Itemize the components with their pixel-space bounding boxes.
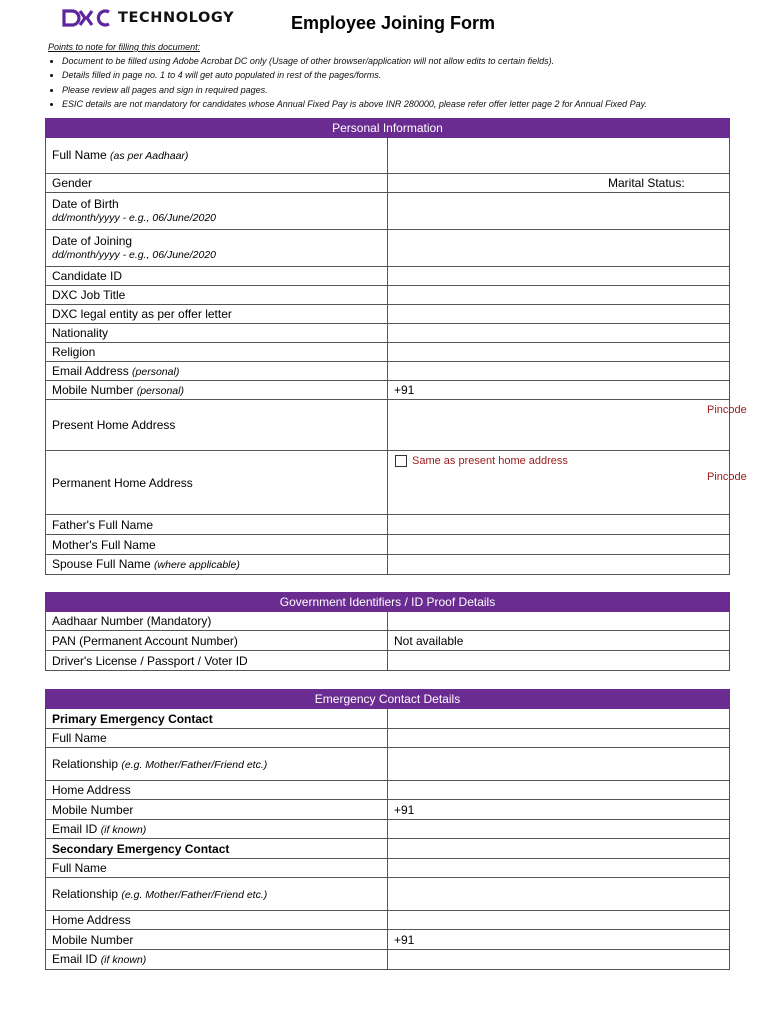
license-field[interactable] [388,651,730,671]
primary-mobile-field[interactable] [388,800,730,820]
label-note: (if known) [100,823,147,836]
mother-name-field[interactable] [388,535,730,555]
aadhaar-field[interactable] [388,612,730,631]
notes-section [48,42,647,111]
label-text: Date of Joining [52,234,133,248]
label-text: Relationship [52,756,122,771]
nationality-field[interactable] [388,324,730,343]
label-text: Relationship [52,886,122,901]
secondary-contact-title-field [388,839,730,859]
label-note: dd/month/yyyy - e.g., 06/June/2020 [52,212,217,224]
label-job-title: DXC Job Title [46,286,388,305]
primary-relationship-field[interactable] [388,748,730,781]
same-as-present-label: Same as present home address [412,455,568,467]
label-text: Email ID [52,952,101,966]
secondary-mobile-prefix: +91 [394,932,415,947]
present-address-field[interactable] [388,400,747,451]
father-name-field[interactable] [388,515,730,535]
secondary-contact-title: Secondary Emergency Contact [46,839,388,859]
permanent-address-field[interactable] [388,451,747,515]
primary-contact-title: Primary Emergency Contact [46,709,388,729]
mobile-prefix: +91 [394,383,415,397]
gender-field[interactable] [388,174,730,193]
same-as-present-option[interactable] [395,453,568,468]
pan-field[interactable] [388,631,730,651]
religion-field[interactable] [388,343,730,362]
notes-list [48,54,647,111]
label-text: Email ID [52,821,101,836]
note-item: • Please review all pages and sign in required pages. [62,83,647,97]
label-text: Date of Birth [52,197,119,211]
dxc-logo-icon [62,8,112,28]
job-title-field[interactable] [388,286,730,305]
label-dob [46,193,388,230]
label-primary-mobile: Mobile Number [46,800,388,820]
secondary-full-name-field[interactable] [388,859,730,878]
label-text: Mobile Number [52,382,137,397]
dxc-logo [62,8,234,28]
label-father-name: Father's Full Name [46,515,388,535]
marital-status-label: Marital Status: [608,176,685,190]
document-title: Employee Joining Form [291,13,496,33]
secondary-email-field[interactable] [388,950,730,970]
logo-text: TECHNOLOGY [118,10,235,26]
label-note: (where applicable) [154,559,240,571]
label-note: (personal) [136,384,184,397]
candidate-id-field[interactable] [388,267,730,286]
label-note: dd/month/yyyy - e.g., 06/June/2020 [52,249,217,261]
government-id-table [45,592,730,671]
label-doj [46,230,388,267]
primary-full-name-field[interactable] [388,729,730,748]
label-nationality: Nationality [46,324,388,343]
label-mother-name: Mother's Full Name [46,535,388,555]
note-item: • Details filled in page no. 1 to 4 will get auto populated in rest of the pages/forms. [62,68,647,82]
label-note: (if known) [100,954,147,966]
label-spouse-name [46,555,388,575]
label-primary-email [46,820,388,839]
spouse-name-field[interactable] [388,555,730,575]
label-permanent-address: Permanent Home Address [46,451,388,515]
label-secondary-full-name: Full Name [46,859,388,878]
label-text: Spouse Full Name [52,557,155,571]
primary-contact-title-field [388,709,730,729]
same-as-present-checkbox[interactable] [395,455,407,467]
label-secondary-email [46,950,388,970]
label-secondary-mobile: Mobile Number [46,930,388,950]
permanent-pincode-label: Pincode [707,471,747,483]
label-note: (e.g. Mother/Father/Friend etc.) [121,888,268,901]
secondary-home-address-field[interactable] [388,911,730,930]
primary-mobile-prefix: +91 [394,802,415,817]
pan-value: Not available [394,633,464,648]
label-gender: Gender [46,174,388,193]
label-secondary-home-address: Home Address [46,911,388,930]
label-legal-entity: DXC legal entity as per offer letter [46,305,388,324]
note-item: • ESIC details are not mandatory for candidates whose Annual Fixed Pay is above INR 280000, please refer offer letter page 2 for Annual Fixed Pay. [62,97,647,111]
label-primary-home-address: Home Address [46,781,388,800]
label-note: (e.g. Mother/Father/Friend etc.) [121,758,268,771]
label-license: Driver's License / Passport / Voter ID [46,651,388,671]
email-field[interactable] [388,362,730,381]
legal-entity-field[interactable] [388,305,730,324]
label-secondary-relationship [46,878,388,911]
secondary-relationship-field[interactable] [388,878,730,911]
doj-field[interactable] [388,230,730,267]
label-religion: Religion [46,343,388,362]
label-present-address: Present Home Address [46,400,388,451]
note-item: • Document to be filled using Adobe Acrobat DC only (Usage of other browser/application will not allow edits to certain fields). [62,54,647,68]
label-full-name [46,138,388,174]
label-primary-full-name: Full Name [46,729,388,748]
label-note: (as per Aadhaar) [110,150,189,162]
label-primary-relationship [46,748,388,781]
secondary-mobile-field[interactable] [388,930,730,950]
section-header-personal: Personal Information [46,119,730,138]
label-email [46,362,388,381]
dob-field[interactable] [388,193,730,230]
section-header-emergency: Emergency Contact Details [46,690,730,709]
label-aadhaar: Aadhaar Number (Mandatory) [46,612,388,631]
full-name-field[interactable] [388,138,730,174]
primary-email-field[interactable] [388,820,730,839]
section-header-government: Government Identifiers / ID Proof Details [46,593,730,612]
label-pan: PAN (Permanent Account Number) [46,631,388,651]
label-candidate-id: Candidate ID [46,267,388,286]
pincode-label: Pincode [707,404,747,416]
label-text: Email Address [52,363,133,378]
personal-info-table [45,118,747,575]
label-text: Full Name [52,148,111,162]
notes-heading: Points to note for filling this document: [48,42,201,52]
label-mobile [46,381,388,400]
mobile-field[interactable] [388,381,730,400]
label-note: (personal) [132,365,180,378]
emergency-contact-table [45,689,730,970]
primary-home-address-field[interactable] [388,781,730,800]
